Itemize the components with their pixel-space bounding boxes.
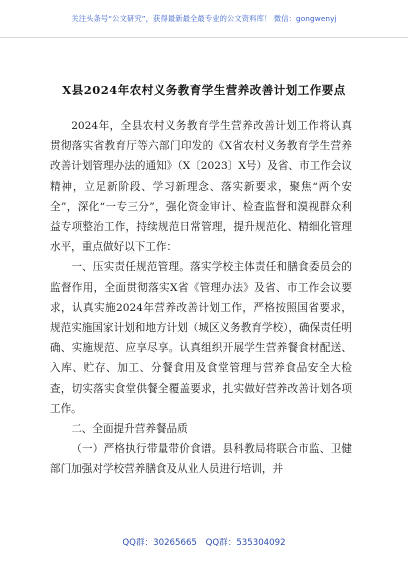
footer-contact (0, 536, 408, 548)
qq-group-2: QQ群：535304092 (205, 538, 286, 548)
document-body (50, 116, 352, 480)
qq-group-1: QQ群：30265665 (122, 538, 197, 548)
document-title: X县2024年农村义务教育学生营养改善计划工作要点 (62, 83, 346, 97)
section-heading-2: 二、全面提升营养餐品质 (71, 423, 188, 436)
paragraph-intro: 2024年，全县农村义务教育学生营养改善计划工作将认真贯彻落实省教育厅等六部门印发的《X省农村义务教育学生营养改善计划管理办法的通知》（X〔2023〕X号）及省、市工作会议精神，立足新阶段、学习新理念、落实新要求，聚焦“两个安全”，深化“一专三分”，强化资金审计、检查监督和漠视群众利益专项整治工作，持续规范日常管理，提升规范化、精细化管理水平，重点做好以下工作： (50, 120, 352, 254)
header-banner (0, 0, 408, 38)
paragraph-subsection-1: （一）严格执行带量带价食谱。县科教局将联合市监、卫健部门加强对学校营养膳食及从业人员进行培训，并 (50, 443, 352, 476)
paragraph-section-1: 一、压实责任规范管理。落实学校主体责任和膳食委员会的监督作用，全面贯彻落实X省《管理办法》及省、市工作会议要求，认真实施2024年营养改善计划工作，严格按照国省要求，规范实施国家计划和地方计划（城区义务教育学校），确保责任明确、实施规范、应享尽享。认真组织开展学生营养餐食材配送、入库、贮存、加工、分餐食用及食堂管理与营养食品安全大检查，切实落实食堂供餐全覆盖要求，扎实做好营养改善计划各项工作。 (50, 261, 352, 415)
banner-text: 关注头条号“公文研究”，获得最新最全最专业的公文资料库！ 微信：gongwenyj (71, 13, 337, 23)
